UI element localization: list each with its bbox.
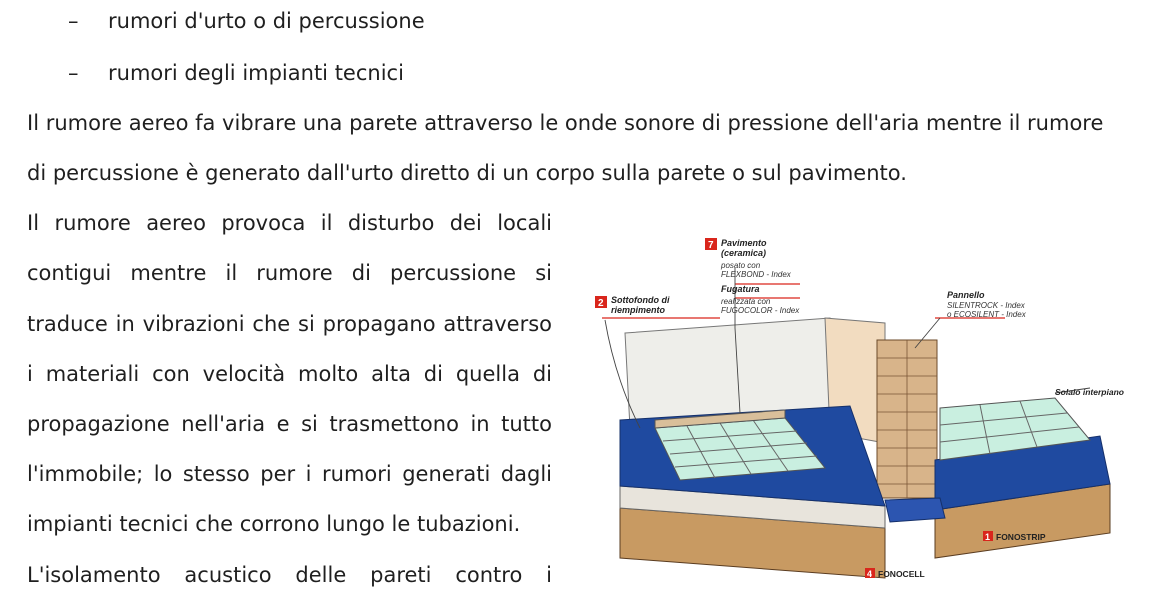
paragraph-line: Il rumore aereo provoca il disturbo dei locali <box>27 211 552 235</box>
bullet-item <box>68 6 425 36</box>
label-fonostrip: FONOSTRIP <box>996 532 1046 542</box>
label-pannello-sub: SILENTROCK - Index <box>947 301 1025 310</box>
paragraph-line: Il rumore aereo fa vibrare una parete attraverso le onde sonore di pressione dell'aria mentre il rumore <box>27 111 1104 135</box>
fonocell-strip <box>885 498 945 522</box>
badge-sottofondo-num: 2 <box>598 298 604 309</box>
badge-fonocell-num: 4 <box>867 569 873 579</box>
paragraph-line: propagazione nell'aria e si trasmettono in tutto <box>27 412 552 436</box>
bullet-text: rumori degli impianti tecnici <box>108 61 404 85</box>
paragraph-line: i materiali con velocità molto alta di quella di <box>27 362 552 386</box>
paragraph-line: impianti tecnici che corrono lungo le tubazioni. <box>27 512 521 536</box>
badge-fonostrip-num: 1 <box>985 532 991 542</box>
floor-construction-illustration <box>585 228 1155 586</box>
bullet-dash: – <box>68 61 79 85</box>
label-pannello: Pannello <box>947 290 985 300</box>
label-pavimento-sub2: FLEXBOND - Index <box>721 270 791 279</box>
label-sottofondo-2: riempimento <box>611 305 666 315</box>
bullet-dash: – <box>68 9 79 33</box>
label-solaio: Solaio interpiano <box>1055 387 1124 397</box>
label-fonocell: FONOCELL <box>878 569 925 579</box>
paragraph-line: di percussione è generato dall'urto diretto di un corpo sulla parete o sul pavimento. <box>27 161 907 185</box>
label-pavimento: Pavimento <box>721 238 767 248</box>
label-sottofondo: Sottofondo di <box>611 295 670 305</box>
bullet-item <box>68 58 404 88</box>
label-fugatura: Fugatura <box>721 284 760 294</box>
paragraph-line: L'isolamento acustico delle pareti contro i <box>27 563 552 587</box>
label-pavimento-sub: posato con <box>721 261 761 270</box>
paragraph-line: l'immobile; lo stesso per i rumori generati dagli <box>27 462 552 486</box>
paragraph-line: contigui mentre il rumore di percussione si <box>27 261 552 285</box>
badge-pavimento-num: 7 <box>708 240 714 251</box>
label-fugatura-sub: realizzata con <box>721 297 771 306</box>
bullet-text: rumori d'urto o di percussione <box>108 9 425 33</box>
label-pavimento-2: (ceramica) <box>721 248 767 258</box>
label-pannello-sub2: o ECOSILENT - Index <box>947 310 1026 319</box>
label-fugatura-sub2: FUGOCOLOR - Index <box>721 306 800 315</box>
paragraph-line: traduce in vibrazioni che si propagano attraverso <box>27 312 552 336</box>
